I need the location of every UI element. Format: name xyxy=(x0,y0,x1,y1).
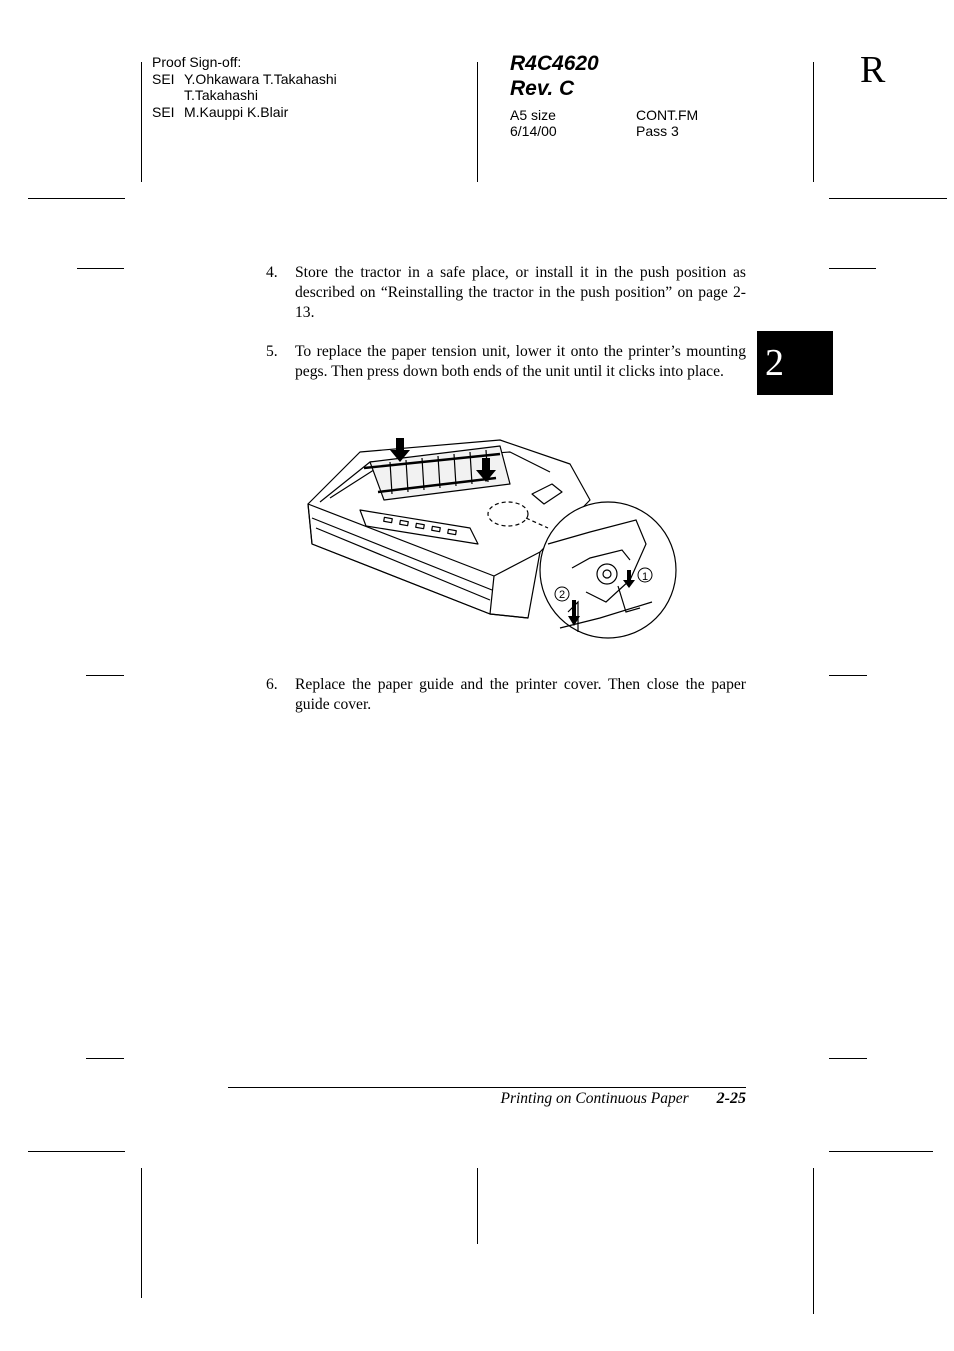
crop-mark xyxy=(829,198,947,199)
running-footer xyxy=(440,1090,746,1108)
page-date: 6/14/00 xyxy=(510,123,557,139)
signoff-row xyxy=(152,103,289,121)
signoff-row xyxy=(152,70,337,88)
crop-mark xyxy=(477,1168,478,1244)
crop-mark xyxy=(477,62,478,182)
file-name: CONT.FM xyxy=(636,107,699,123)
margin-mark xyxy=(86,1058,124,1059)
footer-section-title: Printing on Continuous Paper xyxy=(500,1090,689,1107)
signoff-names: T.Takahashi xyxy=(184,87,258,103)
step-number: 4. xyxy=(266,264,278,281)
step-item xyxy=(266,263,746,323)
callout-label: 1 xyxy=(641,571,649,583)
step-number: 5. xyxy=(266,343,278,360)
margin-mark xyxy=(829,1058,867,1059)
crop-mark xyxy=(28,1151,125,1152)
crop-mark xyxy=(813,1168,814,1314)
model-name: R4C4620 xyxy=(510,52,599,75)
footer-rule xyxy=(228,1087,746,1088)
proof-label: Proof Sign-off: xyxy=(152,54,242,70)
margin-mark xyxy=(86,675,124,676)
signoff-org: SEI xyxy=(152,70,175,87)
step-item xyxy=(266,342,746,382)
step-item xyxy=(266,675,746,715)
revision-label: Rev. C xyxy=(510,77,575,100)
page-number: 2-25 xyxy=(716,1090,746,1107)
page-size: A5 size xyxy=(510,107,556,123)
margin-mark xyxy=(829,268,876,269)
corner-letter: R xyxy=(860,49,886,91)
step-text: To replace the paper tension unit, lower it onto the printer’s mounting pegs. Then press down both ends of the unit until it clicks into place. xyxy=(295,343,746,380)
chapter-tab xyxy=(757,331,833,395)
crop-mark xyxy=(28,198,125,199)
signoff-names: Y.Ohkawara T.Takahashi xyxy=(184,70,337,87)
crop-mark xyxy=(829,1151,933,1152)
crop-mark xyxy=(813,62,814,182)
callout-label: 2 xyxy=(558,589,566,601)
margin-mark xyxy=(829,675,867,676)
model-title xyxy=(510,51,599,101)
pass-label: Pass 3 xyxy=(636,123,679,139)
crop-mark xyxy=(141,62,142,182)
proof-signoff xyxy=(152,54,337,120)
signoff-row xyxy=(152,87,258,104)
crop-mark xyxy=(141,1168,142,1298)
printer-illustration xyxy=(300,432,680,644)
signoff-names: M.Kauppi K.Blair xyxy=(184,103,289,120)
chapter-number: 2 xyxy=(765,342,784,384)
signoff-org: SEI xyxy=(152,103,175,120)
margin-mark xyxy=(77,268,124,269)
step-text: Store the tractor in a safe place, or install it in the push position as described on “Reinstalling the tractor in the push position” on page 2-13. xyxy=(295,264,746,321)
step-text: Replace the paper guide and the printer cover. Then close the paper guide cover. xyxy=(295,676,746,713)
step-number: 6. xyxy=(266,676,278,693)
